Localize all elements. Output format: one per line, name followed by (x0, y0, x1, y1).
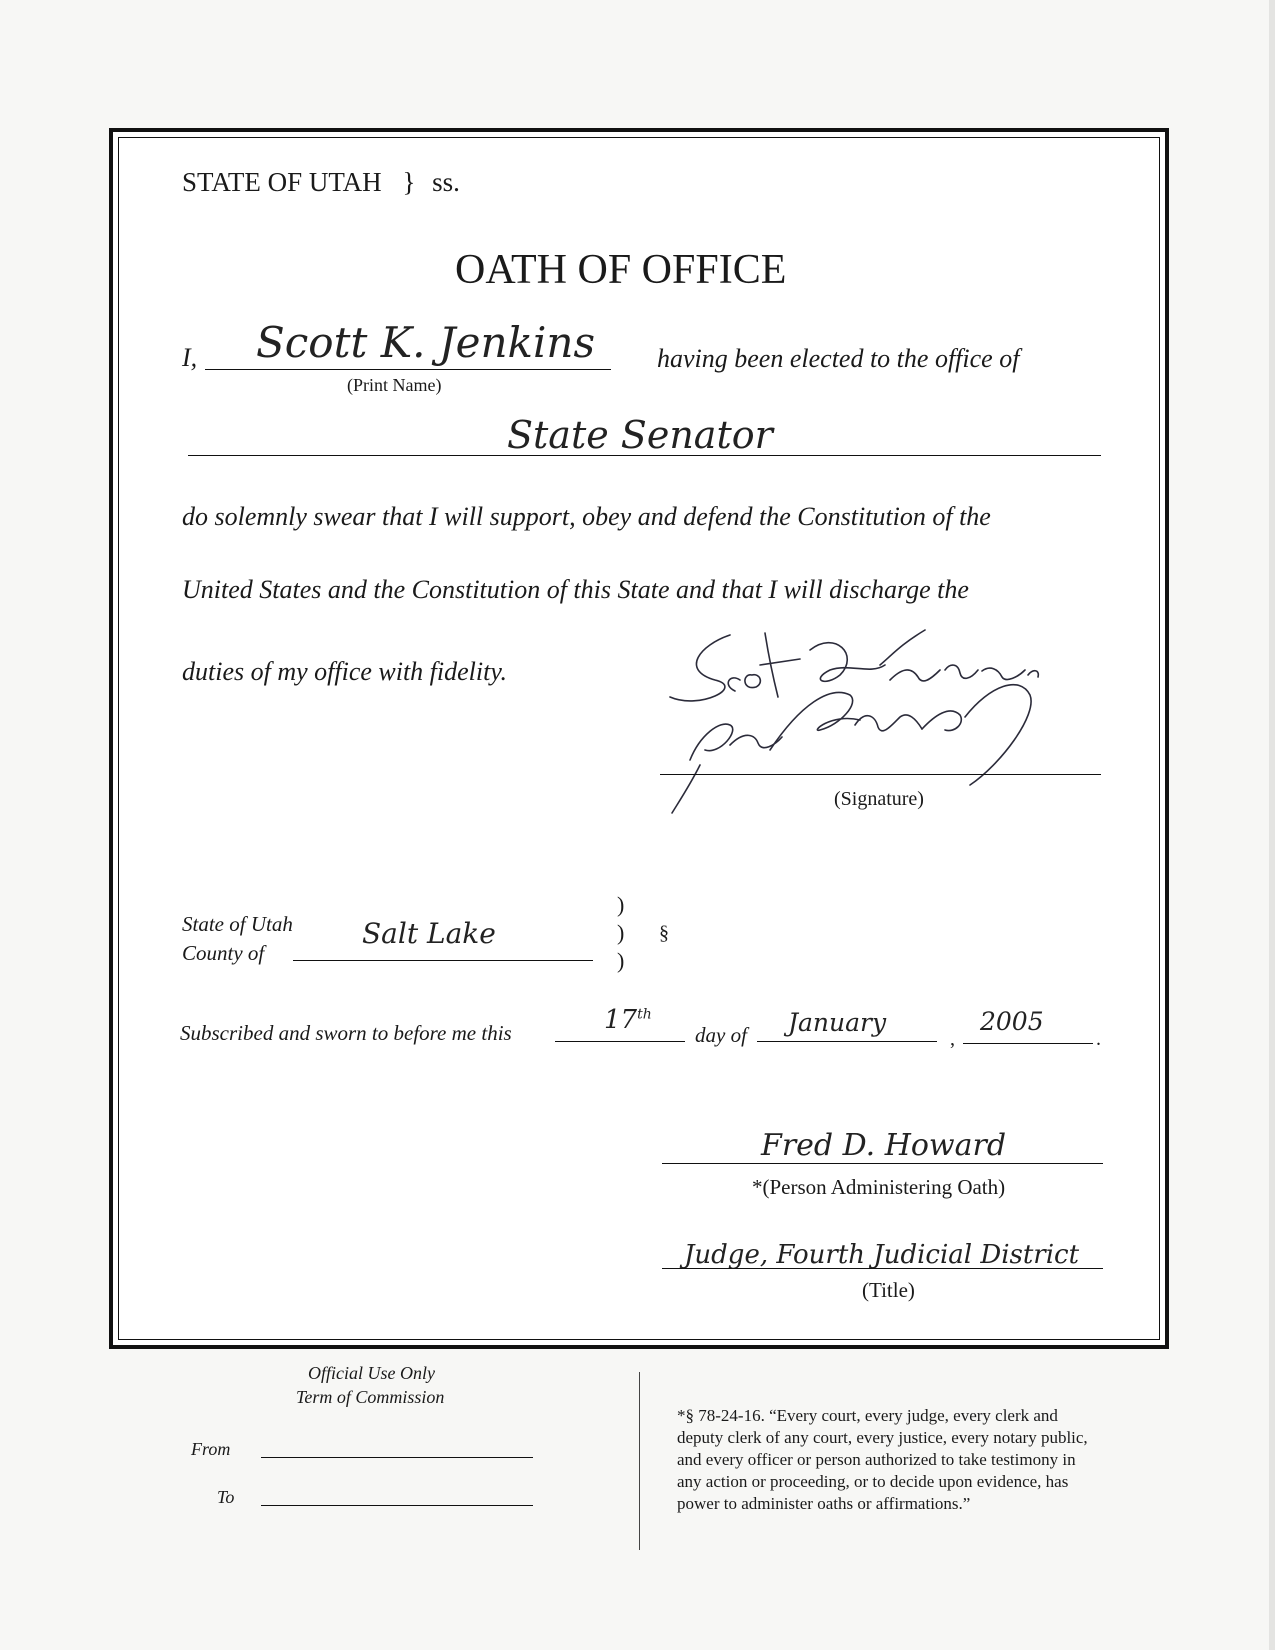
footer-divider (639, 1372, 640, 1550)
official-use-label: Official Use Only (308, 1363, 435, 1383)
statute-line: deputy clerk of any court, every justice, every notary public, (677, 1428, 1088, 1447)
date-comma: , (950, 1028, 955, 1050)
year-value: 2005 (980, 1007, 1044, 1036)
administrator-title-value: Judge, Fourth Judicial District (684, 1240, 1080, 1270)
date-period: . (1096, 1028, 1101, 1050)
from-label: From (191, 1439, 231, 1459)
state-heading (182, 167, 460, 198)
day-number: 17 (604, 1005, 638, 1035)
day-of-label: day of (695, 1023, 747, 1047)
title-line (662, 1268, 1103, 1269)
venue-state-label: State of Utah (182, 912, 293, 936)
from-line (261, 1457, 533, 1458)
county-value: Salt Lake (362, 917, 496, 950)
name-value: Scott K. Jenkins (256, 318, 595, 367)
administrator-caption: *(Person Administering Oath) (752, 1175, 1006, 1199)
statute-line: and every officer or person authorized to take testimony in (677, 1450, 1076, 1469)
elected-text: having been elected to the office of (657, 344, 1020, 373)
to-label: To (217, 1487, 235, 1507)
ss-text: ss. (432, 167, 460, 197)
section-symbol: § (659, 922, 669, 944)
state-heading-text: STATE OF UTAH (182, 167, 382, 197)
print-name-caption: (Print Name) (347, 375, 442, 395)
office-value: State Senator (507, 413, 773, 457)
day-suffix: th (637, 1006, 652, 1023)
statute-line: power to administer oaths or affirmations.” (677, 1494, 971, 1513)
day-value (604, 1005, 652, 1035)
office-line (188, 455, 1101, 456)
i-label: I, (182, 343, 198, 372)
title-caption: (Title) (862, 1278, 915, 1302)
subscribed-prefix: Subscribed and sworn to before me this (180, 1021, 512, 1045)
day-line (555, 1041, 685, 1042)
statute-line: *§ 78-24-16. “Every court, every judge, every clerk and (677, 1406, 1058, 1425)
administrator-name-value: Fred D. Howard (761, 1128, 1007, 1163)
statute-line: any action or proceeding, or to decide upon evidence, has (677, 1472, 1069, 1491)
venue-county-label: County of (182, 941, 265, 965)
oath-body-line-3: duties of my office with fidelity. (182, 657, 507, 686)
signature-caption: (Signature) (834, 788, 924, 810)
signature-line (660, 774, 1101, 775)
to-line (261, 1505, 533, 1506)
venue-paren-3: ) (617, 948, 625, 973)
brace-symbol: } (402, 167, 416, 197)
oath-body-line-1: do solemnly swear that I will support, obey and defend the Constitution of the (182, 502, 991, 531)
term-of-commission-label: Term of Commission (296, 1387, 445, 1407)
oath-body-line-2: United States and the Constitution of this State and that I will discharge the (182, 575, 969, 604)
month-value: January (788, 1008, 887, 1037)
month-line (757, 1041, 937, 1042)
venue-paren-1: ) (617, 892, 625, 917)
venue-paren-2: ) (617, 920, 625, 945)
statute-block (677, 1405, 1088, 1515)
signature-drawing (660, 625, 1080, 815)
administrator-line (662, 1163, 1103, 1164)
name-line (205, 369, 611, 370)
document-title: OATH OF OFFICE (455, 247, 787, 293)
page-edge (1269, 0, 1275, 1650)
year-line (963, 1043, 1093, 1044)
county-line (293, 960, 593, 961)
